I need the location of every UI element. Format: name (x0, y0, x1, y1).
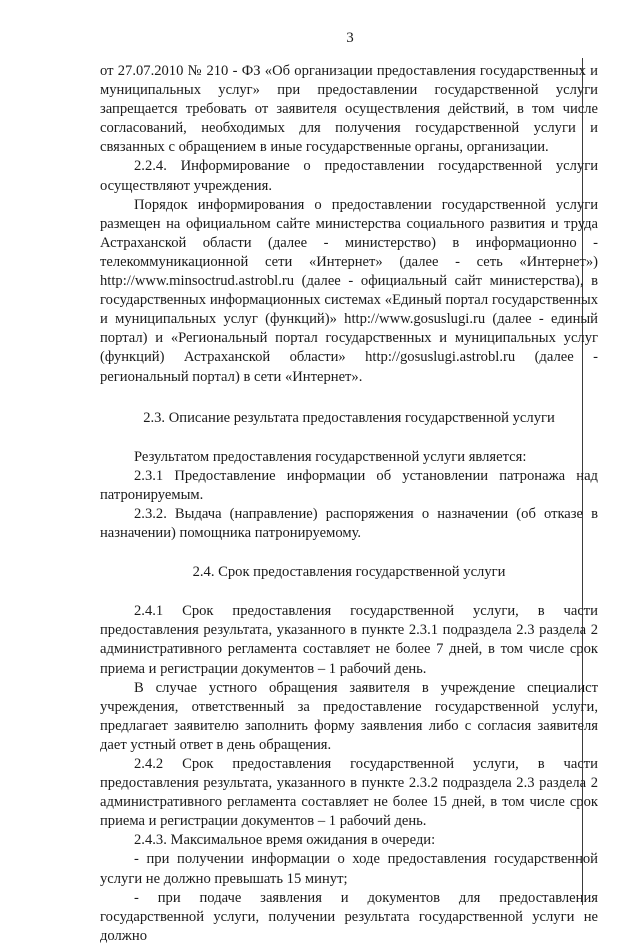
paragraph-continuation: от 27.07.2010 № 210 - ФЗ «Об организации предоставления государственных и муниципальных услуг» при предоставлении государственной услуги запрещается требовать от заявителя осуществления действий, в том числе согласований, необходимых для получения государственной услуги и связанных с обращением в иные государственные органы, организации. (100, 63, 598, 156)
section-heading-2-3: 2.3. Описание результата предоставления государственной услуги (143, 409, 555, 426)
page-number: 3 (346, 30, 354, 46)
paragraph-2-2-4: 2.2.4. Информирование о предоставлении государственной услуги осуществляют учреждения. (100, 158, 598, 194)
section-heading-2-4: 2.4. Срок предоставления государственной услуги (192, 564, 506, 581)
paragraph-2-4-1: 2.4.1 Срок предоставления государственной услуги, в части предоставления результата, указанного в пункте 2.3.1 подраздела 2.3 раздела 2 административного регламента составляет не более 7 дней, в том числе срок приема и регистрации документов – 1 рабочий день. (100, 603, 598, 677)
paragraph-result-intro: Результатом предоставления государственной услуги является: (134, 448, 527, 465)
paragraph-oral-request: В случае устного обращения заявителя в учреждение специалист учреждения, ответственный за предоставление государственной услуги, предлагает заявителю заполнить форму заявления либо с согласия заявителя дает устный ответ в день обращения. (100, 679, 598, 753)
paragraph-2-4-3: 2.4.3. Максимальное время ожидания в очереди: (134, 832, 436, 849)
document-body (100, 62, 598, 946)
list-item-info-wait: - при получении информации о ходе предоставления государственной услуги не должно превышать 15 минут; (100, 851, 598, 887)
paragraph-informing-procedure: Порядок информирования о предоставлении государственной услуги размещен на официальном сайте министерства социального развития и труда Астраханской области (далее - министерство) в информационно - телекоммуникационной сети «Интернет» (далее - сеть «Интернет») http://www.minsoctrud.astrobl.ru (далее - официальный сайт министерства), в государственных информационных системах «Единый портал государственных и муниципальных услуг (функций)» http://www.gosuslugi.ru (далее - единый портал) и «Региональный портал государственных и муниципальных услуг (функций) Астраханской области» http://gosuslugi.astrobl.ru (далее - региональный портал) в сети «Интернет». (100, 196, 598, 385)
paragraph-2-3-2: 2.3.2. Выдача (направление) распоряжения о назначении (об отказе в назначении) помощника патронируемому. (100, 505, 598, 542)
paragraph-2-4-2: 2.4.2 Срок предоставления государственной услуги, в части предоставления результата, указанного в пункте 2.3.2 подраздела 2.3 раздела 2 административного регламента составляет не более 15 дней, в том числе срок приема и регистрации документов – 1 рабочий день. (100, 756, 598, 830)
list-item-submission-wait: - при подаче заявления и документов для предоставления государственной услуги, получении результата государственной услуги не должно (100, 889, 598, 944)
paragraph-2-3-1: 2.3.1 Предоставление информации об установлении патронажа над патронируемым. (100, 467, 598, 503)
